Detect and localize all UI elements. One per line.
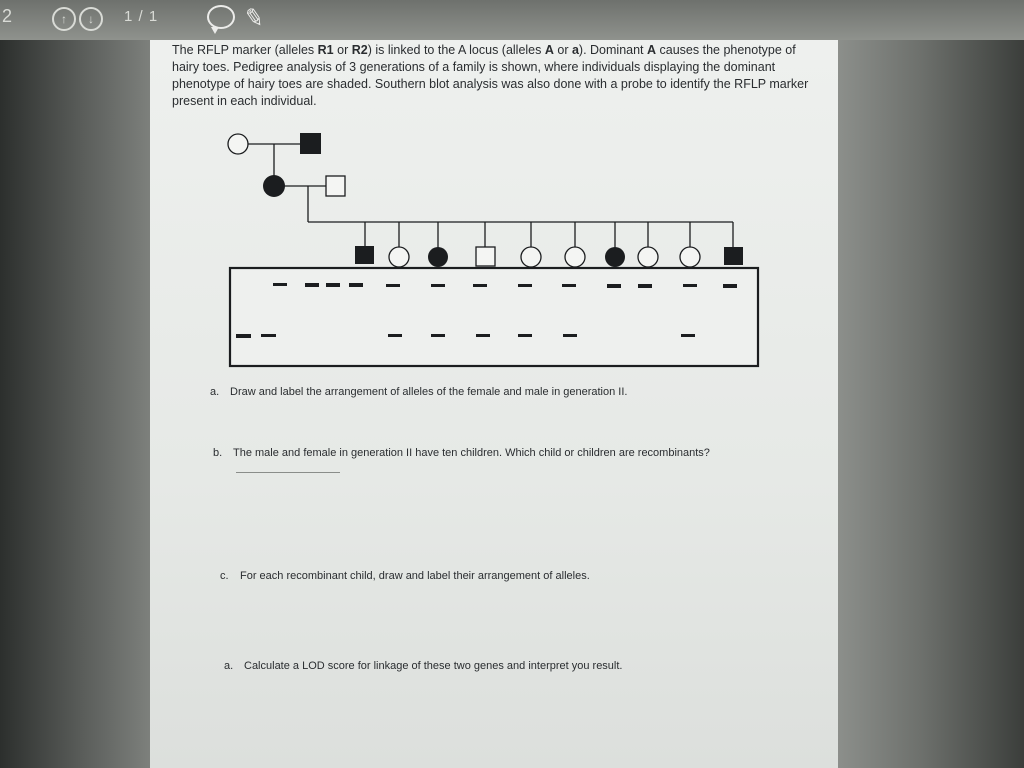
viewer-toolbar <box>0 0 1024 40</box>
question-c: c. For each recombinant child, draw and label their arrangement of alleles. <box>220 570 590 582</box>
child-7-female-affected <box>605 247 625 267</box>
child-8-female-unaffected <box>638 247 658 267</box>
page-up-icon[interactable]: ↑ <box>52 7 76 31</box>
gen2-male-unaffected <box>326 176 345 196</box>
question-a: a. Draw and label the arrangement of alleles of the female and male in generation II. <box>210 386 628 398</box>
toolbar-left-glyph: 2 <box>2 6 13 26</box>
child-1-male-affected <box>355 246 374 264</box>
gen1-female-unaffected <box>228 134 248 154</box>
monitor-bezel-right <box>838 40 1024 768</box>
answer-line <box>236 472 340 473</box>
monitor-bezel-left <box>0 40 150 768</box>
page-down-icon[interactable]: ↓ <box>79 7 103 31</box>
pedigree-and-blot-figure <box>150 40 838 380</box>
gen2-female-affected <box>263 175 285 197</box>
question-lod: a. Calculate a LOD score for linkage of these two genes and interpret you result. <box>224 660 623 672</box>
child-9-female-unaffected <box>680 247 700 267</box>
child-6-female-unaffected <box>565 247 585 267</box>
pen-icon[interactable]: ✎ <box>241 3 267 34</box>
child-5-female-unaffected <box>521 247 541 267</box>
child-10-male-affected <box>724 247 743 265</box>
gen1-male-affected <box>300 133 321 154</box>
child-2-female-unaffected <box>389 247 409 267</box>
southern-blot-box <box>230 268 758 366</box>
problem-statement: The RFLP marker (alleles R1 or R2) is linked to the A locus (alleles A or a). Dominant A causes the phenotype of hairy toes. Pedigree analysis of 3 generations of a family is shown, where individuals displaying the dominant phenotype of hairy toes are shaded. Southern blot analysis was also done with a probe to identify the RFLP marker present in each individual. <box>172 43 809 108</box>
child-3-female-affected <box>428 247 448 267</box>
child-4-male-unaffected <box>476 247 495 266</box>
document-page <box>150 40 838 768</box>
question-b: b. The male and female in generation II have ten children. Which child or children are recombinants? <box>213 447 710 459</box>
page-counter[interactable]: 1 / 1 <box>124 8 159 25</box>
comment-icon[interactable] <box>207 5 235 29</box>
